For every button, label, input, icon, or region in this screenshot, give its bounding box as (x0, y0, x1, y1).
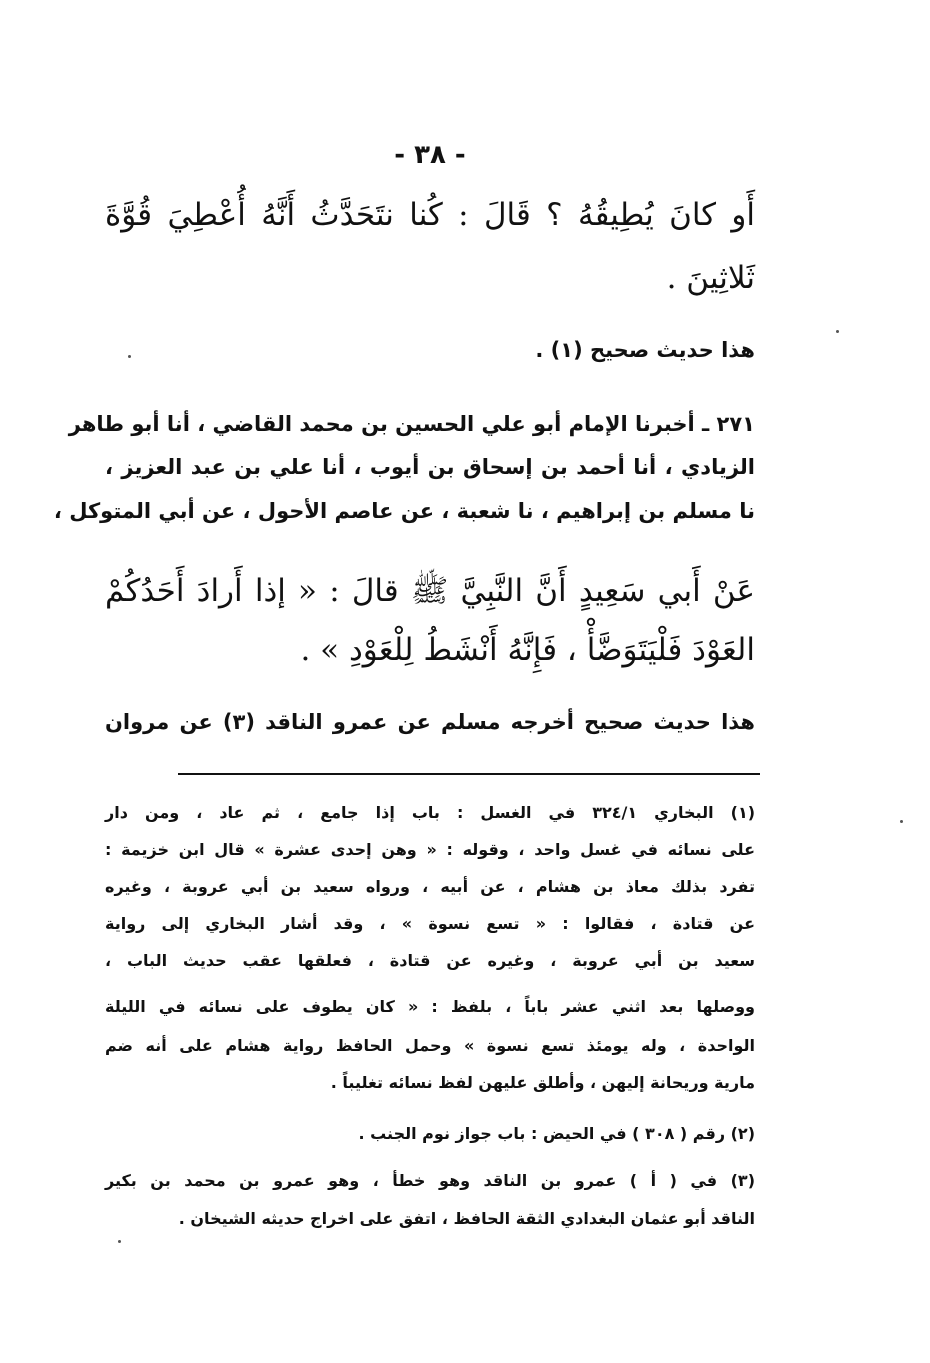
footnote-1-line-8: مارية وريحانة إليهن ، وأطلق عليهن لفظ نسائه تغليباً . (330, 1073, 755, 1092)
footnote-1-line-2: على نسائه في غسل واحد ، وقوله : « وهن إحدى عشرة » قال ابن خزيمة : (105, 840, 755, 859)
scan-speck (128, 355, 131, 358)
footnote-1-line-5: سعيد بن أبي عروبة ، وغيره عن قتادة ، فعلقها عقب حديث الباب ، (105, 951, 755, 970)
hadith-270-matn-line-1: أَو كانَ يُطِيقُهُ ؟ قَالَ : كُنا نتَحَدَّثُ أَنَّهُ أُعْطِيَ قُوَّةَ (105, 197, 755, 233)
hadith-271-isnad-line-1: ٢٧١ ـ أخبرنا الإمام أبو علي الحسين بن محمد القاضي ، أنا أبو طاهر (68, 412, 755, 436)
footnote-2: (٢) رقم ( ٣٠٨ ) في الحيض : باب جواز نوم الجنب . (358, 1124, 755, 1143)
page-number: - ٣٨ - (394, 140, 466, 170)
hadith-271-isnad-line-3: نا مسلم بن إبراهيم ، نا شعبة ، عن عاصم الأحول ، عن أبي المتوكل ، (53, 499, 755, 523)
footnote-divider (178, 773, 760, 775)
scan-speck (118, 1240, 121, 1243)
footnote-1-line-1: (١) البخاري ٣٢٤/١ في الغسل : باب إذا جامع ، ثم عاد ، ومن دار (105, 803, 756, 822)
hadith-270-grading: هذا حديث صحيح (١) . (535, 338, 755, 362)
footnote-1-line-3: تفرد بذلك معاذ بن هشام ، عن أبيه ، ورواه سعيد بن أبي عروبة ، وغيره (105, 877, 755, 896)
footnote-1-line-6: ووصلها بعد اثني عشر باباً ، بلفظ : « كان يطوف على نسائه في الليلة (105, 997, 755, 1016)
hadith-271-grading: هذا حديث صحيح أخرجه مسلم عن عمرو الناقد (٣) عن مروان (105, 710, 755, 734)
footnote-1-line-7: الواحدة ، وله يومئذ تسع نسوة » وحمل الحافظ رواية هشام على أنه ضم (105, 1036, 755, 1055)
hadith-271-matn-line-2: العَوْدَ فَلْيَتَوَضَّأْ ، فَإِنَّهُ أَنْشَطُ لِلْعَوْدِ » . (300, 632, 755, 668)
footnote-1-line-4: عن قتادة ، فقالوا : « تسع نسوة » ، وقد أشار البخاري إلى رواية (105, 914, 755, 933)
scan-speck (836, 330, 839, 333)
scan-speck (900, 820, 903, 823)
footnote-3-line-2: الناقد أبو عثمان البغدادي الثقة الحافظ ، اتفق على اخراج حديثه الشيخان . (178, 1209, 755, 1228)
hadith-270-matn-line-2: ثَلاثِينَ . (666, 260, 755, 296)
hadith-271-isnad-line-2: الزيادي ، أنا أحمد بن إسحاق بن أيوب ، أنا علي بن عبد العزيز ، (105, 455, 755, 479)
hadith-271-matn-line-1: عَنْ أَبي سَعِيدٍ أَنَّ النَّبِيَّ ﷺ قالَ : « إذا أَرادَ أَحَدُكُمْ (105, 573, 755, 609)
footnote-3-line-1: (٣) في ( أ ) عمرو بن الناقد وهو خطأ ، وهو عمرو بن محمد بن بكير (105, 1171, 755, 1190)
